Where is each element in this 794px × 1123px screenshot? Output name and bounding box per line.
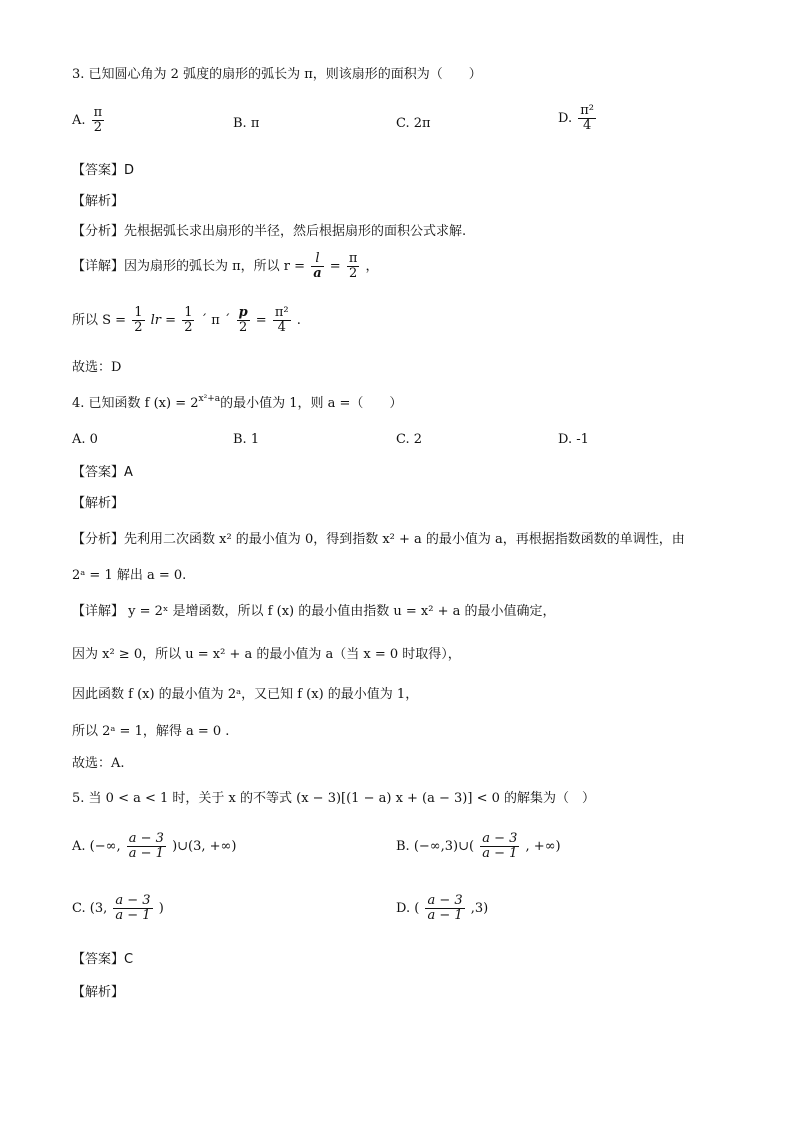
q5-option-a-pre: (−∞, bbox=[89, 839, 121, 854]
q3-area-frac1-num: 1 bbox=[134, 305, 143, 320]
q4-detail-line4: 所以 2ᵃ = 1，解得 a = 0 . bbox=[72, 724, 230, 739]
q5-option-b bbox=[396, 832, 561, 861]
q3-detail-frac1-den: a bbox=[313, 266, 322, 281]
q5-option-c-den: a − 1 bbox=[115, 908, 151, 923]
q5-option-c bbox=[72, 894, 164, 923]
q3-area-frac3-num: p bbox=[238, 305, 248, 320]
q3-option-a-fraction bbox=[92, 106, 105, 135]
q5-option-d-fraction bbox=[425, 894, 464, 923]
q4-option-c: C. 2 bbox=[396, 432, 423, 447]
q3-analysis: 【分析】先根据弧长求出扇形的半径，然后根据扇形的面积公式求解. bbox=[72, 224, 467, 239]
q3-area-end: . bbox=[296, 313, 301, 328]
q3-area-frac4-num: π² bbox=[274, 305, 289, 320]
q5-option-d-label: D. bbox=[396, 901, 411, 916]
q3-option-d-label: D. bbox=[558, 111, 573, 126]
q5-option-d bbox=[396, 894, 488, 923]
q5-option-a bbox=[72, 832, 236, 861]
q3-option-a-num: π bbox=[93, 105, 103, 120]
q5-option-b-fraction bbox=[480, 832, 519, 861]
q3-detail-line1 bbox=[72, 252, 379, 281]
q3-detail-frac2-den: 2 bbox=[348, 266, 358, 281]
q3-choice: 故选：D bbox=[72, 360, 122, 375]
q5-option-c-pre: (3, bbox=[89, 901, 108, 916]
q4-stem-post: 的最小值为 1，则 a =（ ） bbox=[220, 396, 403, 411]
q3-option-d-fraction bbox=[578, 104, 596, 133]
q5-option-b-pre: (−∞,3)∪( bbox=[413, 839, 475, 854]
q3-area-mid: lr = bbox=[150, 313, 177, 328]
q3-detail-frac-pi-2 bbox=[347, 252, 360, 281]
q3-option-a bbox=[72, 106, 106, 135]
q4-detail-line1: 【详解】 y = 2ˣ 是增函数，所以 f (x) 的最小值由指数 u = x² + a 的最小值确定， bbox=[72, 604, 556, 619]
q4-analysis-cont: 2ᵃ = 1 解出 a = 0. bbox=[72, 568, 187, 583]
q5-answer: 【答案】C bbox=[72, 952, 134, 967]
q3-area-frac3-den: 2 bbox=[238, 320, 248, 335]
q4-detail-line2: 因为 x² ≥ 0，所以 u = x² + a 的最小值为 a（当 x = 0 时取得）， bbox=[72, 647, 461, 662]
q4-option-b: B. 1 bbox=[233, 432, 260, 447]
q3-option-b: B. π bbox=[233, 116, 260, 131]
q5-option-a-den: a − 1 bbox=[128, 846, 164, 861]
q4-stem bbox=[72, 395, 402, 413]
q5-option-a-fraction bbox=[127, 832, 166, 861]
q3-detail-frac1-num: l bbox=[311, 252, 323, 267]
q5-option-c-post: ) bbox=[158, 901, 164, 916]
q4-detail-line3: 因此函数 f (x) 的最小值为 2ᵃ，又已知 f (x) 的最小值为 1， bbox=[72, 687, 419, 702]
q4-analysis: 【分析】先利用二次函数 x² 的最小值为 0，得到指数 x² + a 的最小值为 a，再根据指数函数的单调性，由 bbox=[72, 532, 685, 547]
q5-option-d-pre: ( bbox=[414, 901, 420, 916]
q5-option-d-post: ,3) bbox=[470, 901, 489, 916]
q4-stem-pre: 4. 已知函数 f (x) = 2 bbox=[72, 396, 199, 411]
q4-stem-exponent: x²+a bbox=[198, 394, 221, 404]
q3-area-frac2-den: 2 bbox=[184, 320, 193, 335]
q4-answer: 【答案】A bbox=[72, 465, 133, 480]
q5-option-a-post: )∪(3, +∞) bbox=[172, 839, 237, 854]
q3-area-frac4 bbox=[273, 306, 291, 335]
q4-option-a: A. 0 bbox=[72, 432, 98, 447]
q3-answer: 【答案】D bbox=[72, 163, 135, 178]
q4-option-d: D. -1 bbox=[558, 432, 589, 447]
q3-area-frac1-den: 2 bbox=[134, 320, 143, 335]
q3-area-frac1 bbox=[132, 306, 144, 335]
q3-option-d bbox=[558, 104, 598, 133]
q3-area-mid2: ´ π ´ bbox=[200, 313, 231, 328]
q3-detail-end: ， bbox=[365, 259, 379, 274]
q3-option-a-label: A. bbox=[72, 113, 86, 128]
q3-area-pre: 所以 S = bbox=[72, 313, 127, 328]
q3-option-d-num: π² bbox=[580, 103, 594, 118]
q3-area-frac4-den: 4 bbox=[277, 320, 286, 335]
q4-choice: 故选：A. bbox=[72, 756, 125, 771]
q5-option-c-num: a − 3 bbox=[115, 893, 151, 908]
q5-option-c-fraction bbox=[113, 894, 152, 923]
q4-jiexi-heading: 【解析】 bbox=[72, 496, 125, 511]
q3-area-eq: = bbox=[255, 313, 267, 328]
q5-option-a-label: A. bbox=[72, 839, 86, 854]
q3-option-d-den: 4 bbox=[582, 118, 592, 133]
q5-stem: 5. 当 0 < a < 1 时，关于 x 的不等式 (x − 3)[(1 − a) x + (a − 3)] < 0 的解集为（ ） bbox=[72, 791, 596, 806]
q5-option-b-num: a − 3 bbox=[482, 831, 518, 846]
q5-option-b-label: B. bbox=[396, 839, 410, 854]
q5-option-a-num: a − 3 bbox=[128, 831, 164, 846]
q3-area-formula bbox=[72, 306, 301, 335]
q5-option-c-label: C. bbox=[72, 901, 86, 916]
q3-detail-frac2-num: π bbox=[348, 251, 358, 266]
q3-area-frac2-num: 1 bbox=[184, 305, 193, 320]
q3-option-a-den: 2 bbox=[93, 120, 103, 135]
q3-detail-eq: = bbox=[329, 259, 341, 274]
q3-detail-frac-l-a bbox=[311, 252, 323, 281]
q5-option-b-post: , +∞) bbox=[525, 839, 561, 854]
q3-area-frac2 bbox=[182, 306, 194, 335]
q3-detail-text: 【详解】因为扇形的弧长为 π，所以 r = bbox=[72, 259, 306, 274]
q5-option-d-den: a − 1 bbox=[427, 908, 463, 923]
q5-option-d-num: a − 3 bbox=[427, 893, 463, 908]
q3-area-frac3 bbox=[237, 306, 250, 335]
q3-option-c: C. 2π bbox=[396, 116, 431, 131]
q3-jiexi-heading: 【解析】 bbox=[72, 194, 125, 209]
q5-option-b-den: a − 1 bbox=[482, 846, 518, 861]
q5-jiexi-heading: 【解析】 bbox=[72, 985, 125, 1000]
q3-stem: 3. 已知圆心角为 2 弧度的扇形的弧长为 π，则该扇形的面积为（ ） bbox=[72, 67, 482, 82]
